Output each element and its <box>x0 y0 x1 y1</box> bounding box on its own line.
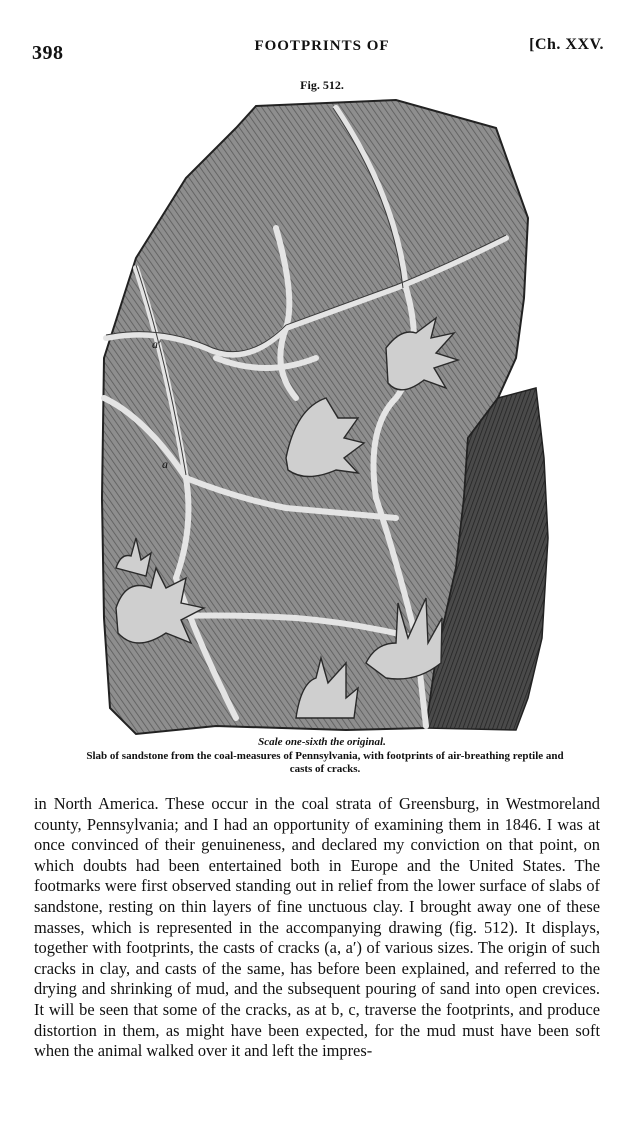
running-title: FOOTPRINTS OF <box>254 38 390 54</box>
figure-caption: Slab of sandstone from the coal-measures of Pennsylvania, with footprints of air-breathing reptile and casts of cracks. <box>86 750 564 775</box>
scale-note: Scale one-sixth the original. <box>258 736 386 748</box>
page-header <box>0 36 644 66</box>
page-number: 398 <box>32 42 64 64</box>
crack-label-a: a <box>162 457 168 471</box>
crack-label-a-prime: a′ <box>152 337 161 351</box>
sandstone-slab-illustration <box>96 98 558 738</box>
body-paragraph: in North America. These occur in the coal strata of Greensburg, in Westmoreland county, Pennsylvania; and I had an opportunity of examining them in 1846. I was at once convinced of their genuineness, and declared my conviction on that point, on which doubts had been entertained both in Europe and the United States. The footmarks were first observed standing out in relief from the lower surface of slabs of sandstone, resting on thin layers of fine unctuous clay. I brought away one of these masses, which is represented in the accompanying drawing (fig. 512). It displays, together with footprints, the casts of cracks (a, a′) of various sizes. The origin of such cracks in clay, and casts of the same, has before been explained, and referred to the drying and shrinking of mud, and the subsequent pouring of sand into open crevices. It will be seen that some of the cracks, as at b, c, traverse the footprints, and produce distortion in them, as might have been expected, for the mud must have been soft when the animal walked over it and left the impres- <box>34 794 600 1061</box>
body-text <box>34 794 600 1062</box>
figure-label: Fig. 512. <box>300 78 344 92</box>
chapter-marker: [Ch. XXV. <box>529 36 604 53</box>
